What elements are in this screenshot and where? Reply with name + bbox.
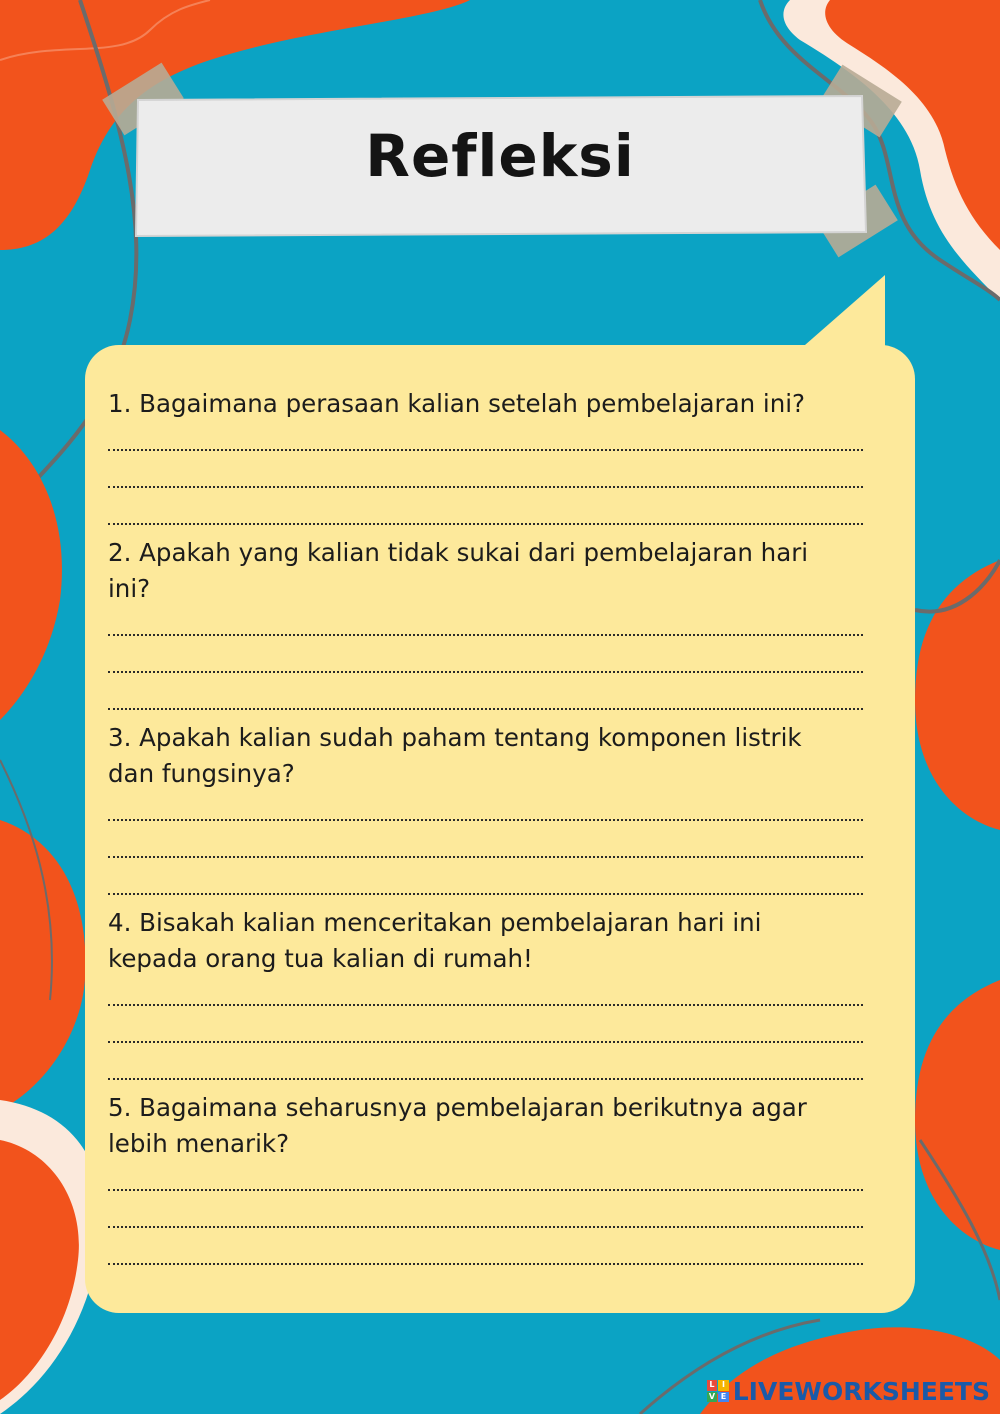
answer-line[interactable] <box>108 496 863 533</box>
question-list <box>108 386 863 1273</box>
question-5 <box>108 1090 863 1273</box>
answer-line[interactable] <box>108 681 863 718</box>
question-text: 4. Bisakah kalian menceritakan pembelajaran hari ini <box>108 908 762 937</box>
question-text-cont: dan fungsinya? <box>108 759 295 788</box>
liveworksheets-logo <box>707 1376 990 1406</box>
watermark-text: LIVEWORKSHEETS <box>732 1376 990 1406</box>
question-1 <box>108 386 863 533</box>
question-text-cont: ini? <box>108 574 151 603</box>
answer-line[interactable] <box>108 1051 863 1088</box>
answer-line[interactable] <box>108 1162 863 1199</box>
question-4 <box>108 905 863 1088</box>
question-text: 1. Bagaimana perasaan kalian setelah pembelajaran ini? <box>108 389 806 418</box>
answer-line[interactable] <box>108 1199 863 1236</box>
answer-line[interactable] <box>108 607 863 644</box>
question-text-cont: kepada orang tua kalian di rumah! <box>108 944 533 973</box>
answer-line[interactable] <box>108 792 863 829</box>
answer-line[interactable] <box>108 977 863 1014</box>
question-text-cont: lebih menarik? <box>108 1129 290 1158</box>
answer-line[interactable] <box>108 459 863 496</box>
page-title: Refleksi <box>365 122 635 190</box>
question-2 <box>108 535 863 718</box>
answer-line[interactable] <box>108 644 863 681</box>
answer-line[interactable] <box>108 422 863 459</box>
answer-line[interactable] <box>108 1236 863 1273</box>
answer-line[interactable] <box>108 829 863 866</box>
question-3 <box>108 720 863 903</box>
answer-line[interactable] <box>108 866 863 903</box>
question-text: 2. Apakah yang kalian tidak sukai dari pembelajaran hari <box>108 538 809 567</box>
question-text: 5. Bagaimana seharusnya pembelajaran berikutnya agar <box>108 1093 807 1122</box>
logo-icon: L I V E <box>707 1380 729 1402</box>
answer-line[interactable] <box>108 1014 863 1051</box>
question-text: 3. Apakah kalian sudah paham tentang komponen listrik <box>108 723 802 752</box>
